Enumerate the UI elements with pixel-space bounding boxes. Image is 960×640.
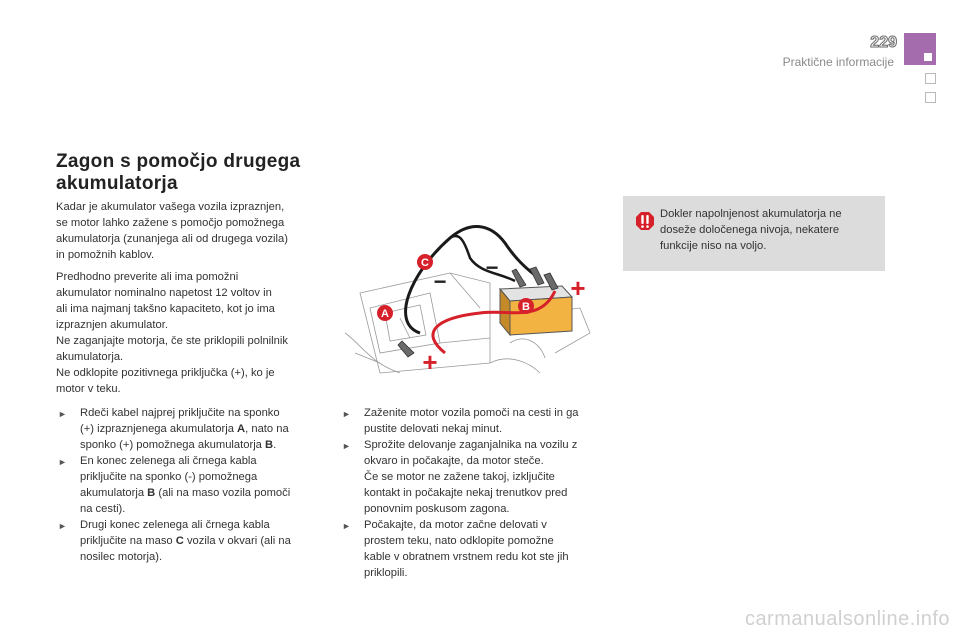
text-line: Ne odklopite pozitivnega priključka (+), ko je	[56, 367, 275, 379]
text-line: prostem teku, nato odklopite pomožne	[364, 535, 554, 547]
text-line: Rdeči kabel najprej priključite na sponko	[80, 407, 280, 419]
list-item	[340, 405, 615, 437]
chapter-tab-empty-1	[925, 73, 936, 84]
text-fragment: .	[273, 439, 277, 451]
label-a: A	[381, 308, 389, 320]
list-item	[56, 517, 331, 565]
section-title: Praktične informacije	[782, 55, 894, 69]
chapter-tab-active	[904, 33, 936, 65]
text-line: Počakajte, da motor začne delovati v	[364, 519, 547, 531]
text-line: Kadar je akumulator vašega vozila izpraznjen,	[56, 201, 285, 213]
label-c-marker	[417, 254, 433, 270]
text-line: Zaženite motor vozila pomoči na cesti in ga	[364, 407, 579, 419]
text-fragment: sponko (+) pomožnega akumulatorja	[80, 439, 266, 451]
text-line: Predhodno preverite ali ima pomožni	[56, 271, 239, 283]
triangle-bullet-icon: ►	[58, 409, 67, 419]
text-fragment: (+) izpraznjenega akumulatorja	[80, 423, 238, 435]
text-line: akumulatorja.	[56, 351, 124, 363]
text-fragment: akumulatorja	[80, 487, 148, 499]
page-number: 229	[870, 34, 897, 51]
text-line: in pomožnih kablov.	[56, 249, 155, 261]
text-fragment: , nato na	[245, 423, 289, 435]
text-line: se motor lahko zažene s pomočjo pomožnega	[56, 217, 285, 229]
text-line: na cesti).	[80, 503, 126, 515]
text-line: ali ima najmanj takšno kapaciteto, kot jo ima	[56, 303, 275, 315]
minus-sign-battery: −	[485, 255, 499, 280]
chapter-tab-marker	[924, 53, 932, 61]
label-ref: A	[237, 423, 246, 435]
triangle-bullet-icon: ►	[58, 521, 67, 531]
text-line	[80, 437, 331, 453]
exclamation-warning-icon	[635, 211, 655, 233]
text-line: akumulatorja (zunanjega ali od drugega vozila)	[56, 233, 288, 245]
text-line: Če se motor ne zažene takoj, izključite	[364, 471, 555, 483]
text-line: nosilec motorja).	[80, 551, 163, 563]
text-line: okvaro in počakajte, da motor steče.	[364, 455, 544, 467]
minus-sign-ground: −	[433, 269, 447, 294]
steps-list-left	[56, 405, 331, 565]
triangle-bullet-icon: ►	[342, 521, 351, 531]
check-paragraph	[56, 269, 321, 397]
text-line	[80, 533, 331, 549]
list-item	[56, 405, 331, 453]
text-line: Dokler napolnjenost akumulatorja ne	[660, 208, 842, 220]
chapter-tab-empty-2	[925, 92, 936, 103]
main-title-line: akumulatorja	[56, 173, 178, 194]
plus-sign-engine: +	[422, 347, 438, 377]
main-title	[56, 151, 326, 195]
text-line: kontakt in počakajte nekaj trenutkov pred	[364, 487, 568, 499]
text-fragment: priključite na maso	[80, 535, 176, 547]
text-line: priklopili.	[364, 567, 408, 579]
steps-list-right	[340, 405, 615, 581]
text-line: ponovnim poskusom zagona.	[364, 503, 510, 515]
label-ref: B	[265, 439, 274, 451]
note-text	[660, 206, 880, 254]
label-b: B	[522, 301, 530, 313]
text-line: funkcije niso na voljo.	[660, 240, 767, 252]
text-line: Ne zaganjajte motorja, če ste priklopili polnilnik	[56, 335, 288, 347]
list-item	[340, 517, 615, 581]
intro-paragraph	[56, 199, 321, 263]
label-ref: C	[175, 535, 184, 547]
text-line: akumulator nominalno napetost 12 voltov in	[56, 287, 272, 299]
label-c: C	[421, 257, 429, 269]
main-title-line: Zagon s pomočjo drugega	[56, 151, 301, 172]
text-line: Drugi konec zelenega ali črnega kabla	[80, 519, 270, 531]
text-line: En konec zelenega ali črnega kabla	[80, 455, 257, 467]
label-ref: B	[147, 487, 156, 499]
text-line: Sprožite delovanje zaganjalnika na vozilu z	[364, 439, 578, 451]
plus-sign-battery: +	[570, 273, 586, 303]
text-line	[80, 485, 331, 501]
label-a-marker	[377, 305, 393, 321]
text-fragment: (ali na maso vozila pomoči	[155, 487, 291, 499]
text-line: izpraznjen akumulator.	[56, 319, 168, 331]
jump-start-illustration	[340, 213, 602, 379]
label-b-marker	[518, 298, 534, 314]
text-line: priključite na sponko (-) pomožnega	[80, 471, 258, 483]
text-line: kable v obratnem vrstnem redu kot ste jih	[364, 551, 569, 563]
list-item	[56, 453, 331, 517]
list-item	[340, 437, 615, 517]
warning-note	[623, 196, 885, 271]
triangle-bullet-icon: ►	[342, 409, 351, 419]
text-fragment: vozila v okvari (ali na	[183, 535, 291, 547]
text-line	[80, 421, 331, 437]
triangle-bullet-icon: ►	[342, 441, 351, 451]
triangle-bullet-icon: ►	[58, 457, 67, 467]
text-line: pustite delovati nekaj minut.	[364, 423, 503, 435]
text-line: motor v teku.	[56, 383, 121, 395]
text-line: doseže določenega nivoja, nekatere	[660, 224, 840, 236]
watermark: carmanualsonline.info	[744, 608, 950, 630]
